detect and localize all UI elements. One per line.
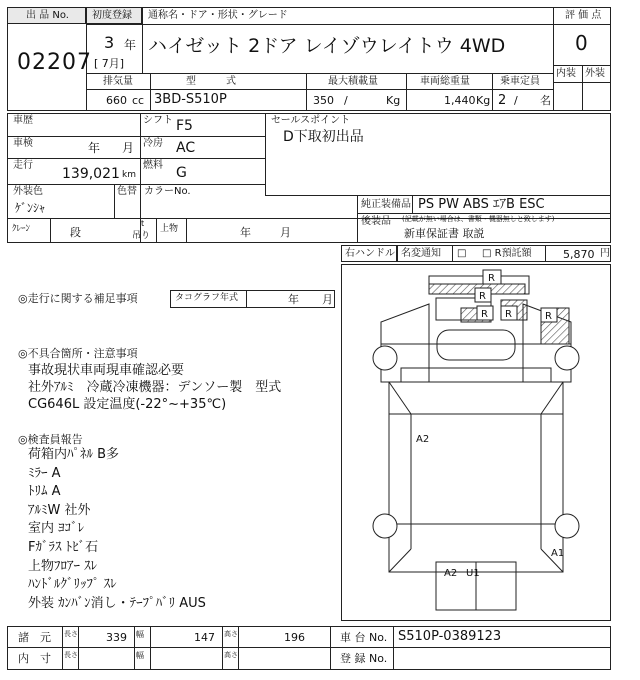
inspector-list [28,446,206,613]
damage-code-u1: U1 [466,568,480,579]
driving-notes-title: ◎走行に関する補足事項 [18,292,138,305]
lot-no-label: 出 品 No. [26,10,69,21]
damage-code-a1: A1 [551,548,565,559]
inspector-line: ﾄﾘﾑ A [28,484,61,500]
r-marker: R [545,311,552,322]
right-hand-label: 右ハンドル [345,248,395,259]
ton-label: t [141,219,145,228]
mileage: 139,021 [62,166,120,182]
exterior-score-label: 外装 [585,68,605,79]
recycle-label: □ R預託額 [482,248,532,259]
inspector-title: ◎検査員報告 [18,433,83,446]
max-load-unit: Kg [386,94,401,107]
shift-value: F5 [176,118,193,134]
r-marker: R [505,309,512,320]
inspector-line: Fｶﾞﾗｽ ﾄﾋﾞ石 [28,539,99,555]
inspector-line: 荷箱内ﾊﾟﾈﾙ B多 [28,447,120,462]
interior-dims-label: 内 寸 [18,652,51,665]
loading-month: 月 [280,226,291,239]
chassis-label: 車 台 No. [340,631,388,644]
capacity-label: 乗車定員 [500,76,540,87]
recycle-yen: 円 [600,248,610,259]
truck-diagram [341,264,611,621]
wheel-front-left [373,346,397,370]
tacho-year: 年 [288,293,299,306]
recycle-value: 5,870 [563,248,595,261]
dims-label: 諸 元 [18,631,51,644]
damage-code-a2-rear: A2 [444,568,458,579]
width-value: 147 [194,631,215,644]
capacity-unit: 名 [540,94,551,107]
warranty: 新車保証書 取説 [404,227,485,240]
defect-line: CG646L 設定温度(-22°~+35℃) [28,397,227,412]
displacement-label: 排気量 [103,76,133,87]
gross-weight-unit: Kg [476,94,491,107]
max-load-label: 最大積載量 [328,76,378,87]
shift-label: シフト [143,115,173,126]
height-value: 196 [284,631,305,644]
first-reg-year-unit: 年 [124,38,137,52]
grille [437,330,515,360]
r-marker: R [488,273,495,284]
model-name: ハイゼット 2ドア レイゾウレイトウ 4WD [148,35,506,57]
max-load: 350 [313,94,334,107]
sales-point: D下取初出品 [283,129,364,145]
name-change-label: 名変通知 [401,248,441,259]
name-change-check: □ [457,248,467,259]
fuel-value: G [176,165,187,181]
mileage-unit: km [122,170,136,180]
stage-label: 段 [70,226,81,239]
color-change-label: 色替 [117,186,137,197]
reg-no-label: 登 録 No. [340,652,388,665]
score-label: 評 価 点 [565,10,602,21]
equipment-label: 純正装備品 [361,199,411,210]
cab-left-door [381,304,429,344]
ac-value: AC [176,140,196,156]
type-label: 型 式 [186,76,236,87]
ac-label: 冷房 [143,138,163,149]
first-reg-year: 3 [104,33,115,52]
defect-line: 事故現状車両現車確認必要 [28,363,185,378]
r-marker: R [479,291,486,302]
inspector-line: ｱﾙﾐW 社外 [28,502,91,518]
color-label: 外装色 [13,186,43,197]
damage-code-a2: A2 [416,434,430,445]
options-note: (記載が無い場合は、書類・機器無しと致します) [402,215,555,223]
wheel-front-right [555,346,579,370]
inspector-line: ﾐﾗｰ A [28,465,61,481]
inspector-line: 室内 ﾖｺﾞﾚ [28,521,85,537]
bumper [401,368,551,382]
defects-title: ◎不具合箇所・注意事項 [18,347,138,360]
wheel-rear-right [555,514,579,538]
history-label: 車歴 [13,115,33,126]
length-value: 339 [106,631,127,644]
sales-point-label: セールスポイント [271,115,351,126]
inspector-line: 上物ﾌﾛｱｰ ｽﾚ [28,558,98,574]
in-length-label: 長さ [64,651,78,659]
footer-frame [7,626,611,670]
capacity: 2 [498,93,507,108]
color-code-label: カラーNo. [144,186,191,197]
equipment-value: PS PW ABS ｴｱB ESC [418,197,545,212]
model-label: 通称名・ドア・形状・グレード [148,10,288,21]
loading-year: 年 [240,226,251,239]
first-reg-month: [ 7月] [94,57,125,70]
chassis-value: S510P-0389123 [398,629,502,644]
defects-list [28,362,281,413]
tacho-label: タコグラフ年式 [175,293,239,303]
mileage-label: 走行 [13,160,33,171]
inspector-line: ﾊﾝﾄﾞﾙｸﾞﾘｯﾌﾟ ｽﾚ [28,577,117,593]
color-value: ｹﾞﾝｼｬ [15,201,46,215]
cargo-box [389,382,563,572]
width-label: 幅 [136,630,144,639]
in-height-label: 高さ [224,651,238,659]
inspection-year: 年 [88,141,101,155]
inspection-label: 車検 [13,138,33,149]
score-value: 0 [575,31,588,55]
lot-no: 02207 [17,50,92,75]
in-width-label: 幅 [136,651,144,660]
loading-label: 上物 [160,224,179,234]
first-reg-label: 初度登録 [92,10,132,21]
gross-weight: 1,440 [444,94,476,107]
options-label: 後装品 [361,216,391,227]
interior-score-label: 内装 [556,68,576,79]
length-label: 長さ [64,630,78,638]
gross-weight-label: 車両総重量 [420,76,470,87]
displacement: 660 [106,94,127,107]
hoist-label: 吊り [132,231,151,241]
displacement-unit: cc [132,94,145,107]
crane-label: ｸﾚｰﾝ [12,224,31,234]
wheel-rear-left [373,514,397,538]
capacity-slash: / [514,94,518,107]
defect-line: 社外ｱﾙﾐ 冷蔵冷凍機器：デンソー製 型式 [28,380,282,395]
max-load-slash: / [344,94,348,107]
r-marker: R [481,309,488,320]
inspector-line: 外装 ｶﾝﾊﾞﾝ消し・ﾃｰﾌﾟﾊﾞﾘ AUS [28,595,206,611]
fuel-label: 燃料 [143,160,163,171]
height-label: 高さ [224,630,238,638]
model-code: 3BD-S510P [154,92,227,107]
tacho-month: 月 [322,293,333,306]
inspection-month: 月 [122,141,135,155]
